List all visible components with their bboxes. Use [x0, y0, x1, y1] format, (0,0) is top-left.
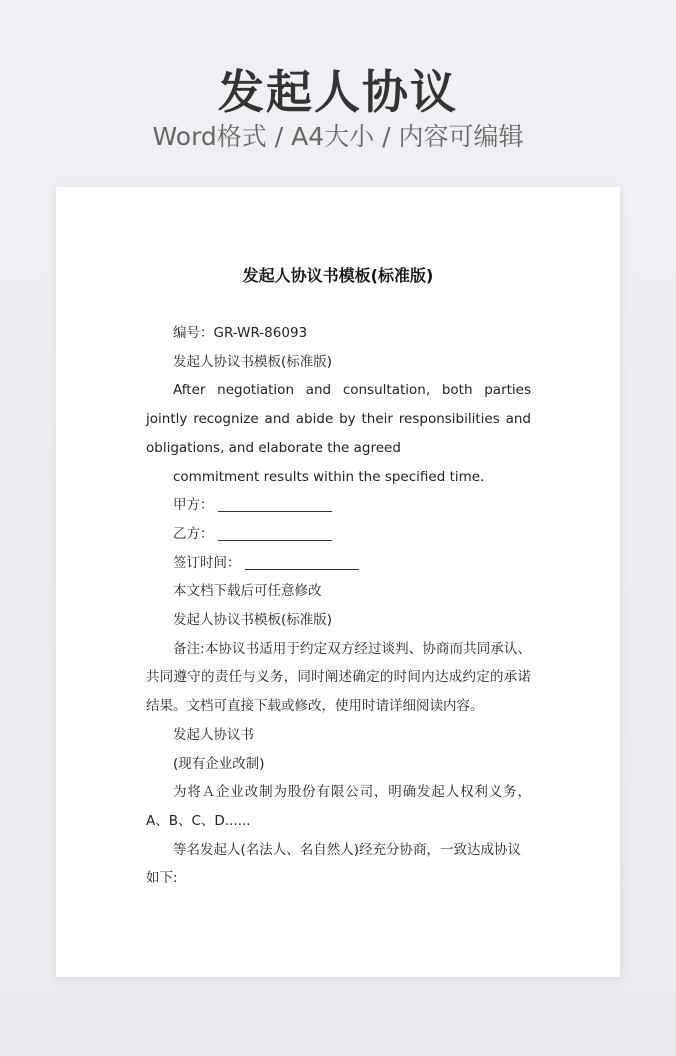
sign-time-blank[interactable]: [245, 553, 359, 570]
banner-subtitle: Word格式 / A4大小 / 内容可编辑: [152, 122, 524, 151]
party-b-label: 乙方：: [173, 525, 214, 542]
editable-note: 本文档下载后可任意修改: [173, 583, 322, 600]
document-subtitle-2: 发起人协议书模板(标准版): [173, 612, 333, 629]
party-a-line: [146, 491, 531, 520]
party-b-blank[interactable]: [218, 524, 332, 541]
section-subtitle: (现有企业改制): [173, 755, 265, 772]
party-a-label: 甲方：: [173, 497, 214, 514]
sign-time-label: 签订时间：: [173, 554, 241, 571]
banner-title: 发起人协议: [218, 65, 458, 119]
document-page: [56, 187, 620, 977]
document-body: [146, 319, 531, 893]
party-b-line: [146, 520, 531, 549]
sign-time-line: [146, 549, 531, 578]
remark-paragraph: 备注:本协议书适用于约定双方经过谈判、协商而共同承认、共同遵守的责任与义务，同时阐述确定的时间内达成约定的承诺结果。文档可直接下载或修改，使用时请详细阅读内容。: [146, 640, 531, 715]
clause-paragraph: 为将Ａ企业改制为股份有限公司，明确发起人权利义务，A、B、C、D......: [146, 784, 531, 829]
intro-paragraph: After negotiation and consultation, both parties jointly recognize and abide by their responsibilities and obligations, and elaborate the agreed: [146, 382, 531, 456]
section-title: 发起人协议书: [173, 726, 254, 743]
party-a-blank[interactable]: [218, 495, 332, 512]
document-title: 发起人协议书模板(标准版): [242, 266, 434, 285]
clause-continuation: 等名发起人(名法人、名自然人)经充分协商，一致达成协议如下:: [146, 841, 522, 887]
document-subtitle: 发起人协议书模板(标准版): [173, 353, 333, 370]
intro-continuation: commitment results within the specified time.: [173, 468, 485, 485]
document-code: 编号：GR-WR-86093: [173, 325, 308, 341]
